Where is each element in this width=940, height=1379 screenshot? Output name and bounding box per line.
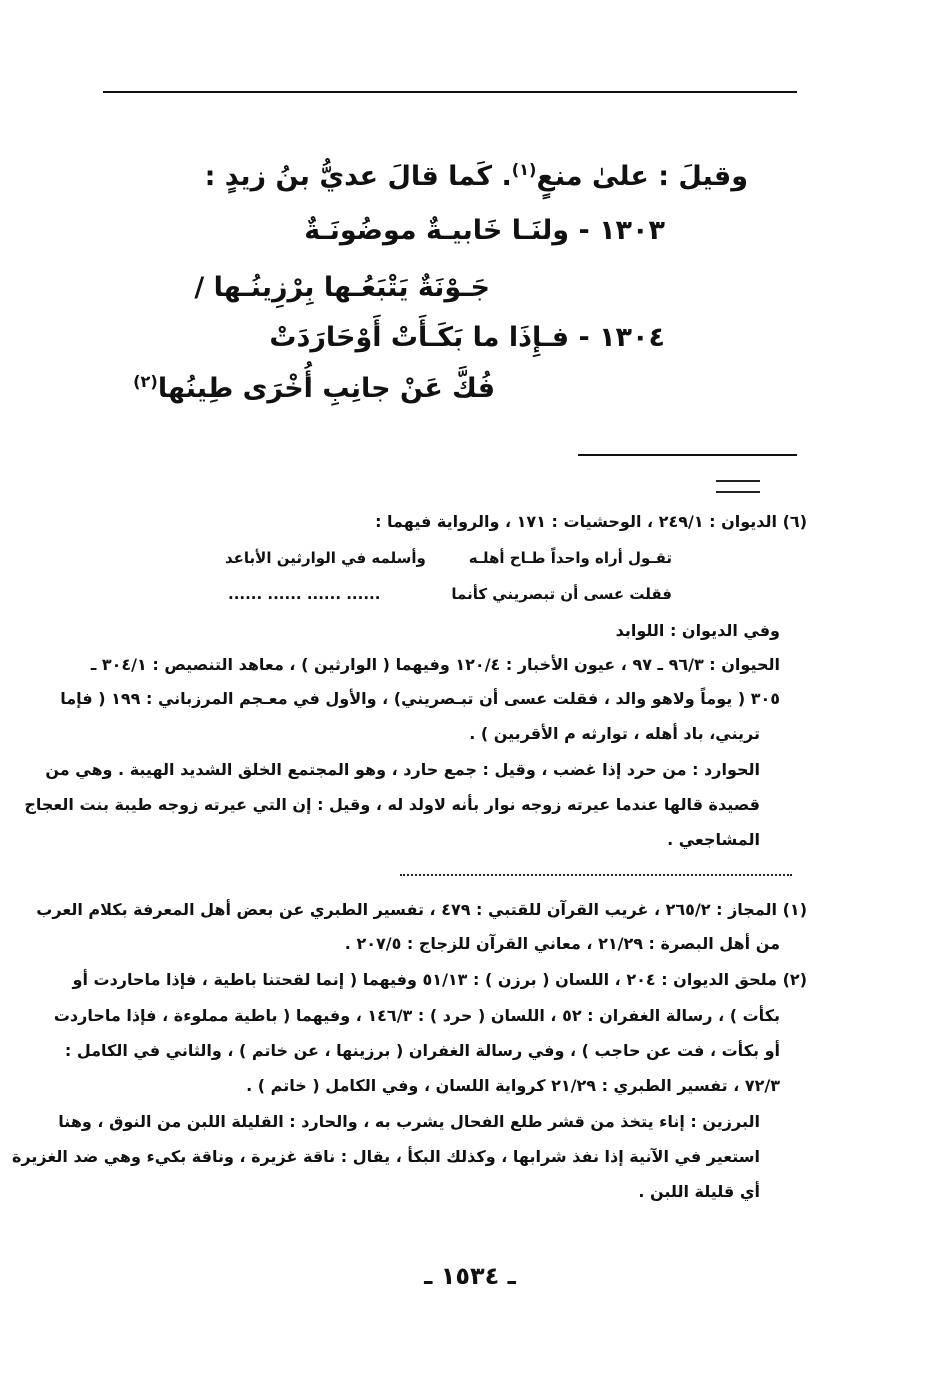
page-number: ـ ١٥٣٤ ـ [424,1262,516,1290]
verse-1303-first-hemistich: ١٣٠٣ - ولنَـا خَابيـةٌ موضُونَـةٌ [304,215,665,246]
footnote-1-line-1: (١) المجاز : ٢٦٥/٢ ، غريب القرآن للقتبي : ٤٧٩ ، تفسير الطبري عن بعض أهل المعرفة بكلام العرب [36,900,807,919]
double-rule-mark [716,480,760,493]
footnote-2-line-3: أو بكأت ، فت عن حاجب ) ، وفي رسالة الغفران ( برزينها ، عن خاتم ) ، والثاني في الكامل : [64,1041,780,1060]
footnote-3-line-2: استعير في الآنية إذا نفذ شرابها ، وكذلك البكأ ، يقال : ناقة غزيرة ، وناقة بكيء وهي ضد الغزيرة [12,1147,760,1166]
note-verse-1-left: وأسلمه في الوارثين الأباعد [225,549,426,567]
footnote-ref-2[interactable]: (٢) [133,372,158,391]
note-line-6: الحوارد : من حرد إذا غضب ، وقيل : جمع حارد ، وهو المجتمع الخلق الشديد الهيبة . وهي من [45,760,760,779]
verse-1304-first-hemistich: ١٣٠٤ - فـإِذَا ما بَكَـأَتْ أَوْحَارَدَتْ [269,322,665,353]
footnote-separator-rule [578,454,797,456]
note-6-line-1: (٦) الديوان : ٢٤٩/١ ، الوحشيات : ١٧١ ، والرواية فيهما : [375,512,807,531]
footnote-ref-1[interactable]: (١) [511,160,537,179]
note-line-5: تريني، باد أهله ، توارثه م الأقربين ) . [469,724,760,743]
note-verse-1-right: تقـول أراه واحداً طـاح أهلـه [468,549,672,567]
note-line-7: قصيدة قالها عندما عيرته زوجه نوار بأنه لاولد له ، وقيل : إن التي عيرته زوجه طيبة بنت العجاج [24,795,760,814]
poem-intro: وقيلَ : علىٰ منعٍ$^{(١)}$. كَما قالَ عديُّ بنُ زيدٍ : [204,160,748,192]
footnote-2-line-2: بكأت ) ، رسالة الغفران : ٥٢ ، اللسان ( حرد ) : ١٤٦/٣ ، وفيهما ( باطية مملوءة ، فإذا ماحاردت [53,1006,780,1025]
note-line-8: المشاجعي . [667,830,760,849]
footnote-1-line-2: من أهل البصرة : ٢١/٢٩ ، معاني القرآن للزجاج : ٢٠٧/٥ . [344,934,780,953]
footnote-2-line-4: ٧٢/٣ ، تفسير الطبري : ٢١/٢٩ كرواية اللسان ، وفي الكامل ( خاتم ) . [246,1076,780,1095]
footnote-2-line-1: (٢) ملحق الديوان : ٢٠٤ ، اللسان ( برزن ) : ٥١/١٣ وفيهما ( إنما لقحتنا باطية ، فإذا ماحاردت أو [72,970,807,989]
footnote-3-line-1: البرزين : إناء يتخذ من قشر طلع الفحال يشرب به ، والحارد : القليلة اللبن من النوق ، وهنا [58,1112,760,1131]
note-line-3: الحيوان : ٩٦/٣ ـ ٩٧ ، عيون الأخبار : ١٢٠/٤ وفيهما ( الوارثين ) ، معاهد التنصيص : ٣٠٤/١ ـ [90,655,780,674]
note-line-2: وفي الديوان : اللوابد [615,621,780,640]
note-verse-2-right: فقلت عسى أن تبصريني كأنما [451,585,672,603]
note-verse-2-left: ...... ...... ...... ...... [228,585,381,603]
dotted-separator [400,874,792,876]
top-rule [103,91,797,93]
note-line-4: ٣٠٥ ( يوماً ولاهو والد ، فقلت عسى أن تبـصريني) ، والأول في معـجم المرزباني : ١٩٩ ( فإما [60,689,780,708]
verse-1303-second-hemistich: جَـوْنَةٌ يَتْبَعُـها بِرْزِينُـها / [194,272,490,303]
verse-1304-second-hemistich: فُكَّ عَنْ جانِبِ أُخْرَى طِينُها$^{(٢)}$ [133,372,495,404]
footnote-3-line-3: أي قليلة اللبن . [638,1182,760,1201]
